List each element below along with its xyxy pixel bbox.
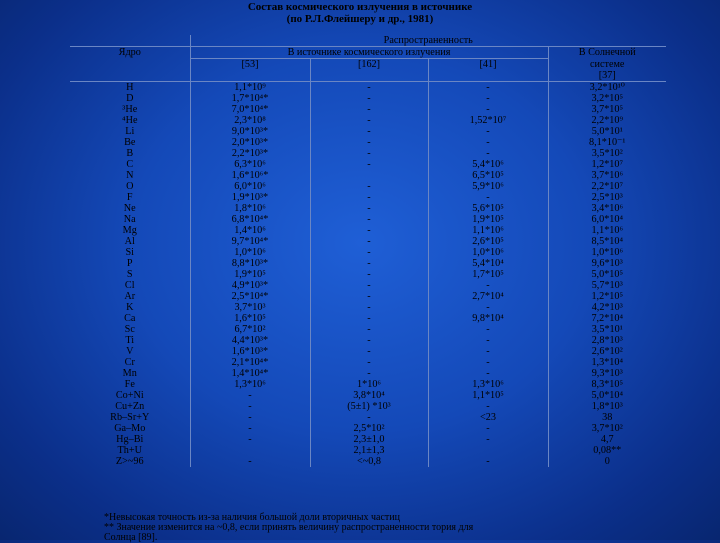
source-53-cell: 3,7*10³: [190, 302, 310, 313]
nucleus-cell: N: [126, 170, 134, 181]
nucleus-cell: Al: [124, 236, 135, 247]
source-53-cell: -: [190, 456, 310, 467]
header-empty: [70, 35, 190, 47]
source-41-cell: [428, 445, 548, 456]
source-41-cell: -: [428, 423, 548, 434]
table-row: [70, 357, 666, 368]
nucleus-cell: Sc: [124, 324, 135, 335]
table-row: [70, 82, 666, 94]
source-53-cell: -: [190, 434, 310, 445]
source-162-cell: (5±1) *10³: [310, 401, 428, 412]
nucleus-cell: Ca: [124, 313, 136, 324]
source-41-cell: -: [428, 104, 548, 115]
source-162-cell: -: [310, 225, 428, 236]
header-ref-1: [53]: [190, 59, 310, 71]
solar-cell: 3,7*10²: [548, 423, 666, 434]
solar-cell: 3,5*10¹: [548, 324, 666, 335]
solar-cell: 1,2*10⁵: [548, 291, 666, 302]
header-ref-4: [37]: [548, 70, 666, 82]
source-41-cell: -: [428, 456, 548, 467]
source-53-cell: 6,8*10⁴*: [190, 214, 310, 225]
nucleus-cell: S: [126, 269, 133, 280]
header-empty-2: [70, 59, 190, 71]
solar-cell: 7,2*10⁴: [548, 313, 666, 324]
source-162-cell: [310, 170, 428, 181]
nucleus-cell: H: [126, 82, 134, 93]
source-53-cell: 9,7*10⁴*: [190, 236, 310, 247]
source-162-cell: 2,3±1,0: [310, 434, 428, 445]
source-162-cell: 3,8*10⁴: [310, 390, 428, 401]
nucleus-cell: P: [126, 258, 133, 269]
header-nucleus: Ядро: [118, 47, 141, 59]
header-in-source: В источнике космического излучения: [190, 47, 548, 59]
table-row: [70, 445, 666, 456]
source-53-cell: 1,9*10⁵: [190, 269, 310, 280]
header-ref-2: [162]: [310, 59, 428, 71]
solar-cell: 0,08**: [548, 445, 666, 456]
nucleus-cell: Rb–Sr+Y: [110, 412, 150, 423]
header-blank-1: [190, 70, 310, 82]
nucleus-cell: Mg: [122, 225, 137, 236]
nucleus-cell: Ga–Mo: [114, 423, 146, 434]
table-row: [70, 104, 666, 115]
source-162-cell: 2,5*10²: [310, 423, 428, 434]
source-41-cell: 5,4*10⁴: [428, 258, 548, 269]
source-53-cell: 2,5*10⁴*: [190, 291, 310, 302]
nucleus-cell: B: [126, 148, 134, 159]
nucleus-cell: Na: [123, 214, 136, 225]
nucleus-cell: Cu+Zn: [115, 401, 145, 412]
source-53-cell: 4,9*10³*: [190, 280, 310, 291]
solar-cell: 1,2*10⁷: [548, 159, 666, 170]
source-41-cell: 5,6*10⁵: [428, 203, 548, 214]
table-row: [70, 148, 666, 159]
source-162-cell: -: [310, 280, 428, 291]
table-row: [70, 214, 666, 225]
nucleus-cell: O: [126, 181, 134, 192]
table-row: [70, 236, 666, 247]
source-53-cell: 1,1*10⁹: [190, 82, 310, 94]
nucleus-cell: Ti: [125, 335, 135, 346]
nucleus-cell: Fe: [124, 379, 135, 390]
source-162-cell: -: [310, 126, 428, 137]
source-162-cell: 2,1±1,3: [310, 445, 428, 456]
nucleus-cell: ³He: [122, 104, 138, 115]
nucleus-cell: Si: [125, 247, 134, 258]
source-53-cell: 2,3*10⁸: [190, 115, 310, 126]
solar-cell: 2,5*10³: [548, 192, 666, 203]
source-162-cell: -: [310, 159, 428, 170]
solar-cell: 2,2*10⁷: [548, 181, 666, 192]
source-41-cell: -: [428, 324, 548, 335]
nucleus-cell: K: [126, 302, 134, 313]
table-row: [70, 412, 666, 423]
footnote-2: ** Значение изменится на ~0,8, если принять величину распространенности тория для: [104, 522, 474, 533]
source-162-cell: -: [310, 115, 428, 126]
table-row: [70, 368, 666, 379]
solar-cell: 2,6*10²: [548, 346, 666, 357]
table-row: [70, 181, 666, 192]
table-row: [70, 115, 666, 126]
source-53-cell: 8,8*10³*: [190, 258, 310, 269]
solar-cell: 2,2*10⁹: [548, 115, 666, 126]
source-162-cell: -: [310, 181, 428, 192]
table-row: [70, 456, 666, 467]
source-41-cell: 5,9*10⁶: [428, 181, 548, 192]
table-row: [70, 170, 666, 181]
source-162-cell: -: [310, 269, 428, 280]
source-41-cell: -: [428, 401, 548, 412]
table-row: [70, 401, 666, 412]
source-53-cell: 2,1*10⁴*: [190, 357, 310, 368]
header-blank-2: [310, 70, 428, 82]
table-row: [70, 390, 666, 401]
source-162-cell: -: [310, 313, 428, 324]
nucleus-cell: Z>~96: [115, 456, 144, 467]
solar-cell: 3,2*10¹⁰: [548, 82, 666, 94]
source-53-cell: -: [190, 412, 310, 423]
nucleus-cell: Co+Ni: [115, 390, 144, 401]
source-41-cell: 1,3*10⁶: [428, 379, 548, 390]
source-162-cell: -: [310, 148, 428, 159]
table-row: [70, 379, 666, 390]
solar-cell: 38: [548, 412, 666, 423]
source-53-cell: 1,4*10⁶: [190, 225, 310, 236]
source-53-cell: 1,0*10⁶: [190, 247, 310, 258]
nucleus-cell: Hg–Bi: [116, 434, 144, 445]
source-53-cell: [190, 445, 310, 456]
source-53-cell: 1,4*10⁴*: [190, 368, 310, 379]
source-41-cell: 1,1*10⁶: [428, 225, 548, 236]
solar-cell: 5,7*10³: [548, 280, 666, 291]
nucleus-cell: Mn: [122, 368, 137, 379]
source-41-cell: -: [428, 126, 548, 137]
solar-cell: 1,0*10⁶: [548, 247, 666, 258]
nucleus-cell: Cl: [124, 280, 135, 291]
title-line-2: (по Р.Л.Флейшеру и др., 1981): [286, 13, 434, 25]
source-41-cell: 1,1*10⁵: [428, 390, 548, 401]
source-53-cell: -: [190, 401, 310, 412]
table-row: [70, 137, 666, 148]
solar-cell: 5,0*10⁵: [548, 269, 666, 280]
source-53-cell: 1,6*10⁵: [190, 313, 310, 324]
solar-cell: 8,5*10⁴: [548, 236, 666, 247]
header-in-solar: В Солнечной: [548, 47, 666, 59]
table-row: [70, 302, 666, 313]
table-row: [70, 423, 666, 434]
source-162-cell: -: [310, 324, 428, 335]
header-empty-3: [70, 70, 190, 82]
source-41-cell: 2,6*10⁵: [428, 236, 548, 247]
solar-cell: 3,5*10²: [548, 148, 666, 159]
source-41-cell: -: [428, 335, 548, 346]
nucleus-cell: Th+U: [117, 445, 142, 456]
solar-cell: 1,8*10³: [548, 401, 666, 412]
header-blank-3: [428, 70, 548, 82]
table-row: [70, 346, 666, 357]
source-162-cell: -: [310, 291, 428, 302]
abundance-table: [70, 35, 666, 467]
table-row: [70, 159, 666, 170]
header-ref-3: [41]: [428, 59, 548, 71]
solar-cell: 4,7: [548, 434, 666, 445]
source-162-cell: -: [310, 412, 428, 423]
source-41-cell: -: [428, 148, 548, 159]
source-162-cell: -: [310, 258, 428, 269]
table-row: [70, 203, 666, 214]
source-41-cell: 2,7*10⁴: [428, 291, 548, 302]
table-row: [70, 247, 666, 258]
nucleus-cell: Be: [124, 137, 136, 148]
solar-cell: 3,2*10⁵: [548, 93, 666, 104]
solar-cell: 0: [548, 456, 666, 467]
solar-cell: 9,6*10³: [548, 258, 666, 269]
nucleus-cell: D: [126, 93, 134, 104]
solar-cell: 1,3*10⁴: [548, 357, 666, 368]
source-162-cell: -: [310, 214, 428, 225]
source-41-cell: -: [428, 357, 548, 368]
source-41-cell: -: [428, 434, 548, 445]
source-41-cell: -: [428, 137, 548, 148]
source-53-cell: -: [190, 423, 310, 434]
source-162-cell: 1*10⁶: [310, 379, 428, 390]
source-162-cell: -: [310, 302, 428, 313]
source-53-cell: 7,0*10⁴*: [190, 104, 310, 115]
source-162-cell: -: [310, 192, 428, 203]
source-41-cell: -: [428, 93, 548, 104]
source-41-cell: 9,8*10⁴: [428, 313, 548, 324]
header-prevalence: Распространенность: [190, 35, 666, 47]
table-row: [70, 258, 666, 269]
source-53-cell: 1,7*10⁴*: [190, 93, 310, 104]
source-41-cell: -: [428, 82, 548, 94]
source-53-cell: 1,8*10⁶: [190, 203, 310, 214]
footnote-3: Солнца [89].: [104, 532, 158, 543]
table-row: [70, 126, 666, 137]
source-53-cell: 2,2*10³*: [190, 148, 310, 159]
source-41-cell: 1,0*10⁶: [428, 247, 548, 258]
source-41-cell: 1,9*10⁵: [428, 214, 548, 225]
solar-cell: 6,0*10⁴: [548, 214, 666, 225]
source-53-cell: 1,3*10⁶: [190, 379, 310, 390]
source-41-cell: -: [428, 368, 548, 379]
solar-cell: 3,7*10⁵: [548, 104, 666, 115]
table-row: [70, 324, 666, 335]
source-53-cell: 2,0*10³*: [190, 137, 310, 148]
solar-cell: 9,3*10³: [548, 368, 666, 379]
source-53-cell: 1,6*10⁶*: [190, 170, 310, 181]
source-162-cell: <~0,8: [310, 456, 428, 467]
table-row: [70, 269, 666, 280]
source-53-cell: 1,9*10³*: [190, 192, 310, 203]
source-41-cell: 1,7*10⁵: [428, 269, 548, 280]
source-53-cell: -: [190, 390, 310, 401]
source-162-cell: -: [310, 357, 428, 368]
source-162-cell: -: [310, 368, 428, 379]
source-162-cell: -: [310, 335, 428, 346]
table-row: [70, 335, 666, 346]
table-row: [70, 225, 666, 236]
nucleus-cell: F: [126, 192, 133, 203]
table-row: [70, 313, 666, 324]
source-162-cell: -: [310, 104, 428, 115]
solar-cell: 4,2*10³: [548, 302, 666, 313]
solar-cell: 3,4*10⁶: [548, 203, 666, 214]
source-41-cell: <23: [428, 412, 548, 423]
solar-cell: 5,0*10¹: [548, 126, 666, 137]
footnote-1: *Невысокая точность из-за наличия большой доли вторичных частиц: [104, 512, 400, 523]
source-162-cell: -: [310, 247, 428, 258]
nucleus-cell: Ar: [124, 291, 136, 302]
source-162-cell: -: [310, 137, 428, 148]
header-in-solar-2: системе: [548, 59, 666, 71]
solar-cell: 3,7*10⁶: [548, 170, 666, 181]
table-row: [70, 192, 666, 203]
source-41-cell: 6,5*10⁵: [428, 170, 548, 181]
solar-cell: 8,3*10⁵: [548, 379, 666, 390]
solar-cell: 5,0*10⁴: [548, 390, 666, 401]
nucleus-cell: V: [126, 346, 134, 357]
source-41-cell: -: [428, 280, 548, 291]
source-53-cell: 6,3*10⁶: [190, 159, 310, 170]
table-row: [70, 93, 666, 104]
source-53-cell: 1,6*10³*: [190, 346, 310, 357]
table-row: [70, 434, 666, 445]
source-162-cell: -: [310, 346, 428, 357]
nucleus-cell: ⁴He: [122, 115, 138, 126]
source-53-cell: 6,0*10⁶: [190, 181, 310, 192]
solar-cell: 1,1*10⁶: [548, 225, 666, 236]
source-53-cell: 6,7*10²: [190, 324, 310, 335]
source-162-cell: -: [310, 82, 428, 94]
source-53-cell: 4,4*10³*: [190, 335, 310, 346]
source-41-cell: -: [428, 346, 548, 357]
source-53-cell: 9,0*10³*: [190, 126, 310, 137]
nucleus-cell: C: [126, 159, 134, 170]
source-162-cell: -: [310, 203, 428, 214]
solar-cell: 8,1*10⁻¹: [548, 137, 666, 148]
table-row: [70, 280, 666, 291]
source-41-cell: -: [428, 302, 548, 313]
source-41-cell: 1,52*10⁷: [428, 115, 548, 126]
solar-cell: 2,8*10³: [548, 335, 666, 346]
source-162-cell: -: [310, 236, 428, 247]
source-162-cell: -: [310, 93, 428, 104]
source-41-cell: 5,4*10⁶: [428, 159, 548, 170]
nucleus-cell: Cr: [124, 357, 135, 368]
title-line-1: Состав космического излучения в источнике: [247, 1, 473, 13]
nucleus-cell: Li: [125, 126, 135, 137]
table-row: [70, 291, 666, 302]
source-41-cell: -: [428, 192, 548, 203]
nucleus-cell: Ne: [123, 203, 136, 214]
